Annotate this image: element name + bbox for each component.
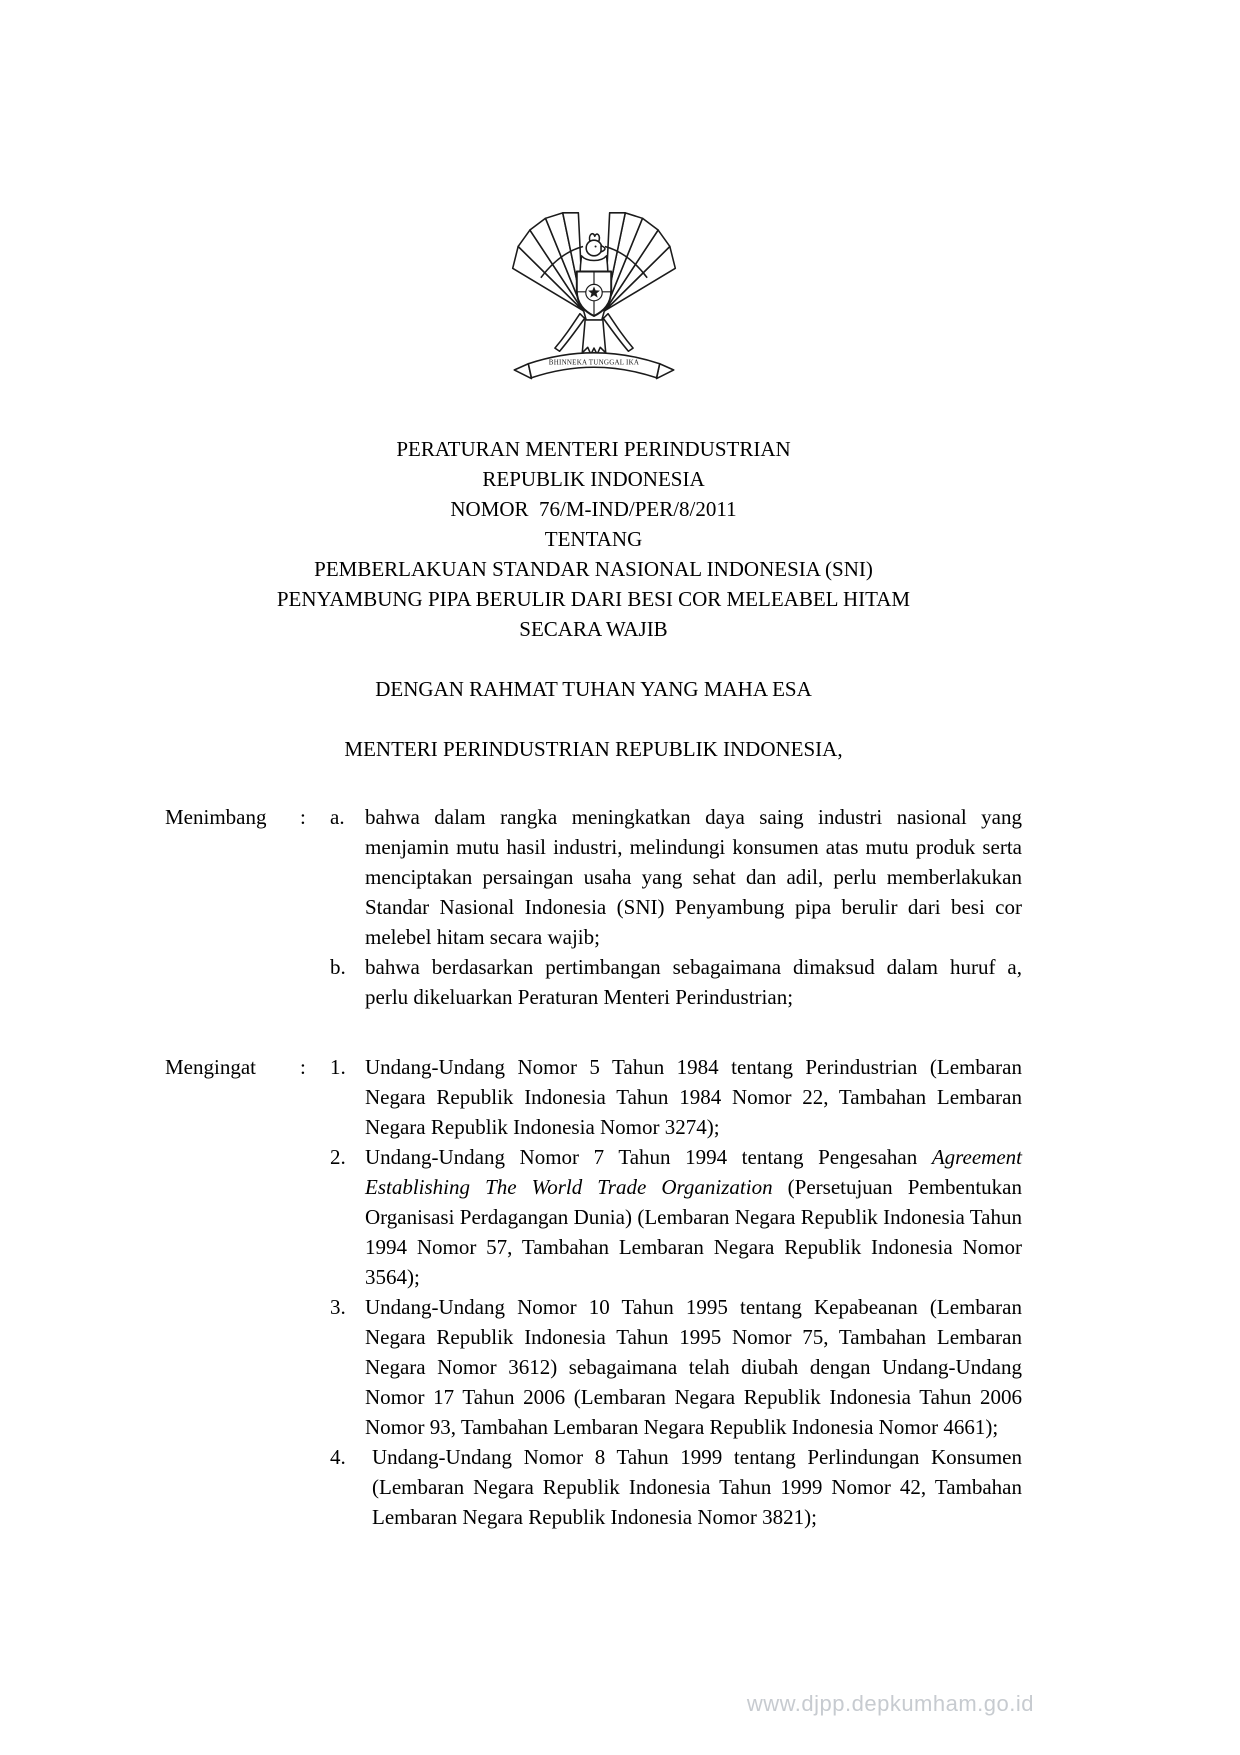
authority-line: MENTERI PERINDUSTRIAN REPUBLIK INDONESIA, [344, 737, 843, 761]
right-leg [603, 314, 633, 352]
invocation-line: DENGAN RAHMAT TUHAN YANG MAHA ESA [375, 677, 812, 701]
title-line: PERATURAN MENTERI PERINDUSTRIAN [396, 437, 791, 461]
item-marker: 4. [330, 1445, 346, 1469]
emblem-motto: BHINNEKA TUNGGAL IKA [548, 358, 639, 367]
menimbang-items [330, 802, 1022, 1012]
item-text: Undang-Undang Nomor 10 Tahun 1995 tentang Kepabeanan (Lembaran Negara Republik Indonesia Tahun 1995 Nomor 75, Tambahan Lembaran Negara Nomor 3612) sebagaimana telah diubah dengan Undang-Undang Nomor 17 Tahun 2006 (Lembaran Negara Republik Indonesia Tahun 2006 Nomor 93, Tambahan Lembaran Negara Republik Indonesia Nomor 4661); [365, 1295, 1022, 1439]
document-title-block [165, 434, 1022, 644]
right-wing [604, 213, 674, 311]
watermark: www.djpp.depkumham.go.id [746, 1691, 1034, 1716]
section-menimbang [165, 802, 1022, 1012]
mengingat-items [330, 1052, 1022, 1532]
title-line: REPUBLIK INDONESIA [482, 467, 705, 491]
item-marker: a. [330, 805, 345, 829]
legal-basis-item [330, 1052, 1022, 1142]
title-line: PEMBERLAKUAN STANDAR NASIONAL INDONESIA (SNI) [314, 557, 873, 581]
item-marker: b. [330, 955, 346, 979]
item-text: Undang-Undang Nomor 5 Tahun 1984 tentang Perindustrian (Lembaran Negara Republik Indonesia Tahun 1984 Nomor 22, Tambahan Lembaran Negara Republik Indonesia Nomor 3274); [365, 1055, 1022, 1139]
italic-phrase: Agreement Establishing The World Trade Organization [365, 1145, 1022, 1199]
item-marker: 3. [330, 1295, 346, 1319]
legal-basis-item [330, 1142, 1022, 1292]
item-text-segment: Undang-Undang Nomor 7 Tahun 1994 tentang Pengesahan [365, 1145, 918, 1169]
item-text-segment: (Persetujuan Pembentukan Organisasi Perdagangan Dunia) (Lembaran Negara Republik Indonesia Tahun 1994 Nomor 57, Tambahan Lembaran Negara Republik Indonesia Nomor 3564); [365, 1175, 1022, 1289]
item-text: bahwa dalam rangka meningkatkan daya saing industri nasional yang menjamin mutu hasil industri, melindungi konsumen atas mutu produk serta menciptakan persaingan usaha yang sehat dan adil, perlu memberlakukan Standar Nasional Indonesia (SNI) Penyambung pipa berulir dari besi cor melebel hitam secara wajib; [365, 805, 1022, 949]
title-line: SECARA WAJIB [519, 617, 668, 641]
eagle-head [586, 234, 605, 256]
legal-basis-item [330, 1292, 1022, 1442]
section-colon: : [300, 805, 306, 829]
item-text: Undang-Undang Nomor 8 Tahun 1999 tentang Perlindungan Konsumen (Lembaran Negara Republik Indonesia Tahun 1999 Nomor 42, Tambahan Lembaran Negara Republik Indonesia Nomor 3821); [372, 1445, 1022, 1529]
garuda-pancasila-emblem [508, 210, 680, 408]
garuda-emblem-svg [508, 210, 680, 408]
left-leg [554, 314, 584, 352]
item-text [365, 1142, 1022, 1292]
title-line: PENYAMBUNG PIPA BERULIR DARI BESI COR MELEABEL HITAM [276, 587, 911, 611]
tail-feathers [582, 317, 605, 355]
title-line: TENTANG [544, 527, 643, 551]
legal-basis-item [330, 1442, 1022, 1532]
left-wing [512, 213, 582, 311]
consideration-item [330, 802, 1022, 952]
section-label-mengingat: Mengingat [165, 1055, 256, 1079]
regulation-number: NOMOR 76/M-IND/PER/8/2011 [450, 497, 737, 521]
section-mengingat [165, 1052, 1022, 1532]
consideration-item [330, 952, 1022, 1012]
item-marker: 1. [330, 1055, 346, 1079]
section-label-menimbang: Menimbang [165, 805, 267, 829]
section-colon: : [300, 1055, 306, 1079]
item-marker: 2. [330, 1145, 346, 1169]
item-text: bahwa berdasarkan pertimbangan sebagaimana dimaksud dalam huruf a, perlu dikeluarkan Peraturan Menteri Perindustrian; [365, 955, 1022, 1009]
